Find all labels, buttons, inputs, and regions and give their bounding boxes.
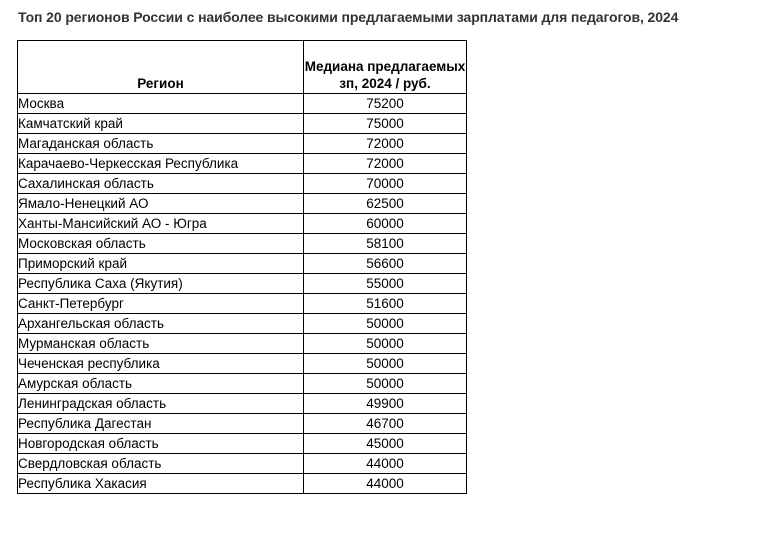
table-row	[18, 274, 467, 294]
table-row	[18, 154, 467, 174]
region-cell: Ханты-Мансийский АО - Югра	[18, 214, 304, 234]
table-row	[18, 94, 467, 114]
region-cell: Мурманская область	[18, 334, 304, 354]
salary-cell: 55000	[304, 274, 467, 294]
salary-cell: 75000	[304, 114, 467, 134]
table-row	[18, 194, 467, 214]
salary-cell: 50000	[304, 354, 467, 374]
salary-cell: 51600	[304, 294, 467, 314]
table-row	[18, 114, 467, 134]
salary-cell: 75200	[304, 94, 467, 114]
header-salary: Медиана предлагаемых зп, 2024 / руб.	[304, 41, 467, 94]
table-row	[18, 434, 467, 454]
page-title: Топ 20 регионов России с наиболее высокими предлагаемыми зарплатами для педагогов, 2024	[18, 9, 679, 25]
table-row	[18, 254, 467, 274]
salary-cell: 50000	[304, 334, 467, 354]
table-body	[18, 94, 467, 494]
region-cell: Новгородская область	[18, 434, 304, 454]
region-cell: Карачаево-Черкесская Республика	[18, 154, 304, 174]
region-cell: Ямало-Ненецкий АО	[18, 194, 304, 214]
table-row	[18, 374, 467, 394]
salary-table	[17, 40, 467, 494]
table-row	[18, 454, 467, 474]
salary-cell: 58100	[304, 234, 467, 254]
header-region: Регион	[18, 41, 304, 94]
region-cell: Республика Дагестан	[18, 414, 304, 434]
table-row	[18, 294, 467, 314]
salary-cell: 50000	[304, 314, 467, 334]
region-cell: Архангельская область	[18, 314, 304, 334]
salary-cell: 44000	[304, 474, 467, 494]
table-row	[18, 394, 467, 414]
salary-cell: 45000	[304, 434, 467, 454]
region-cell: Приморский край	[18, 254, 304, 274]
salary-cell: 72000	[304, 154, 467, 174]
region-cell: Сахалинская область	[18, 174, 304, 194]
salary-cell: 70000	[304, 174, 467, 194]
salary-cell: 44000	[304, 454, 467, 474]
salary-cell: 56600	[304, 254, 467, 274]
table-row	[18, 414, 467, 434]
salary-cell: 46700	[304, 414, 467, 434]
table-header-row	[18, 41, 467, 94]
table-row	[18, 234, 467, 254]
region-cell: Санкт-Петербург	[18, 294, 304, 314]
region-cell: Магаданская область	[18, 134, 304, 154]
salary-cell: 50000	[304, 374, 467, 394]
region-cell: Республика Хакасия	[18, 474, 304, 494]
region-cell: Амурская область	[18, 374, 304, 394]
table-row	[18, 474, 467, 494]
region-cell: Москва	[18, 94, 304, 114]
region-cell: Камчатский край	[18, 114, 304, 134]
table-row	[18, 354, 467, 374]
table-row	[18, 334, 467, 354]
table-row	[18, 214, 467, 234]
region-cell: Чеченская республика	[18, 354, 304, 374]
region-cell: Республика Саха (Якутия)	[18, 274, 304, 294]
table-row	[18, 314, 467, 334]
region-cell: Ленинградская область	[18, 394, 304, 414]
salary-cell: 49900	[304, 394, 467, 414]
table-row	[18, 134, 467, 154]
salary-cell: 72000	[304, 134, 467, 154]
salary-cell: 60000	[304, 214, 467, 234]
table-row	[18, 174, 467, 194]
region-cell: Свердловская область	[18, 454, 304, 474]
salary-cell: 62500	[304, 194, 467, 214]
region-cell: Московская область	[18, 234, 304, 254]
